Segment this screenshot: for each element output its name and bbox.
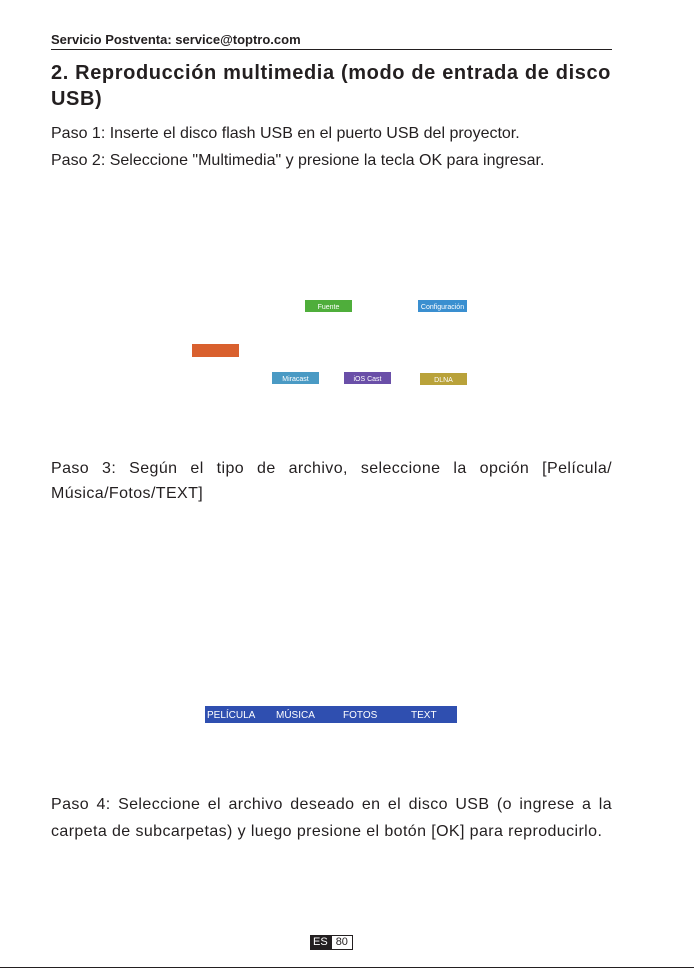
menu-tile-dlna[interactable] bbox=[420, 373, 467, 385]
menu-tile-ios-cast[interactable] bbox=[344, 372, 391, 384]
menu-tile-miracast-label: Miracast bbox=[282, 376, 309, 383]
menu-tile-multimedia[interactable] bbox=[192, 344, 239, 357]
step-3-text: Paso 3: Según el tipo de archivo, seleccione la opción [Película/ Música/Fotos/TEXT] bbox=[51, 460, 612, 502]
menu-tile-miracast[interactable] bbox=[272, 372, 319, 384]
menu-tile-dlna-label: DLNA bbox=[434, 377, 453, 384]
language-code: ES bbox=[310, 935, 331, 950]
tab-music[interactable]: MÚSICA bbox=[276, 710, 315, 721]
header-divider bbox=[51, 49, 612, 50]
section-title: 2. Reproducción multimedia (modo de entrada de disco USB) bbox=[51, 62, 611, 110]
page-number-badge bbox=[310, 935, 353, 950]
tab-text[interactable]: TEXT bbox=[411, 710, 437, 721]
menu-tile-settings-label: Configuración bbox=[420, 304, 465, 311]
tab-photos[interactable]: FOTOS bbox=[343, 710, 378, 721]
page-number: 80 bbox=[331, 935, 353, 950]
step-2-text: Paso 2: Seleccione "Multimedia" y presione la tecla OK para ingresar. bbox=[51, 152, 545, 169]
footer-divider bbox=[0, 967, 694, 968]
menu-tile-source-label: Fuente bbox=[317, 304, 340, 311]
media-type-menu bbox=[205, 706, 457, 723]
menu-tile-ios-cast-label: iOS Cast bbox=[353, 376, 382, 383]
menu-tile-source[interactable] bbox=[305, 300, 352, 312]
step-4-text: Paso 4: Seleccione el archivo deseado en el disco USB (o ingrese a la carpeta de subcarpetas) y luego presione el botón [OK] para reproducirlo. bbox=[51, 796, 612, 840]
menu-tile-settings[interactable] bbox=[418, 300, 467, 312]
step-1-text: Paso 1: Inserte el disco flash USB en el puerto USB del proyector. bbox=[51, 125, 520, 142]
tab-movie[interactable]: PELÍCULA bbox=[207, 710, 256, 721]
page-header: Servicio Postventa: service@toptro.com bbox=[51, 32, 301, 47]
